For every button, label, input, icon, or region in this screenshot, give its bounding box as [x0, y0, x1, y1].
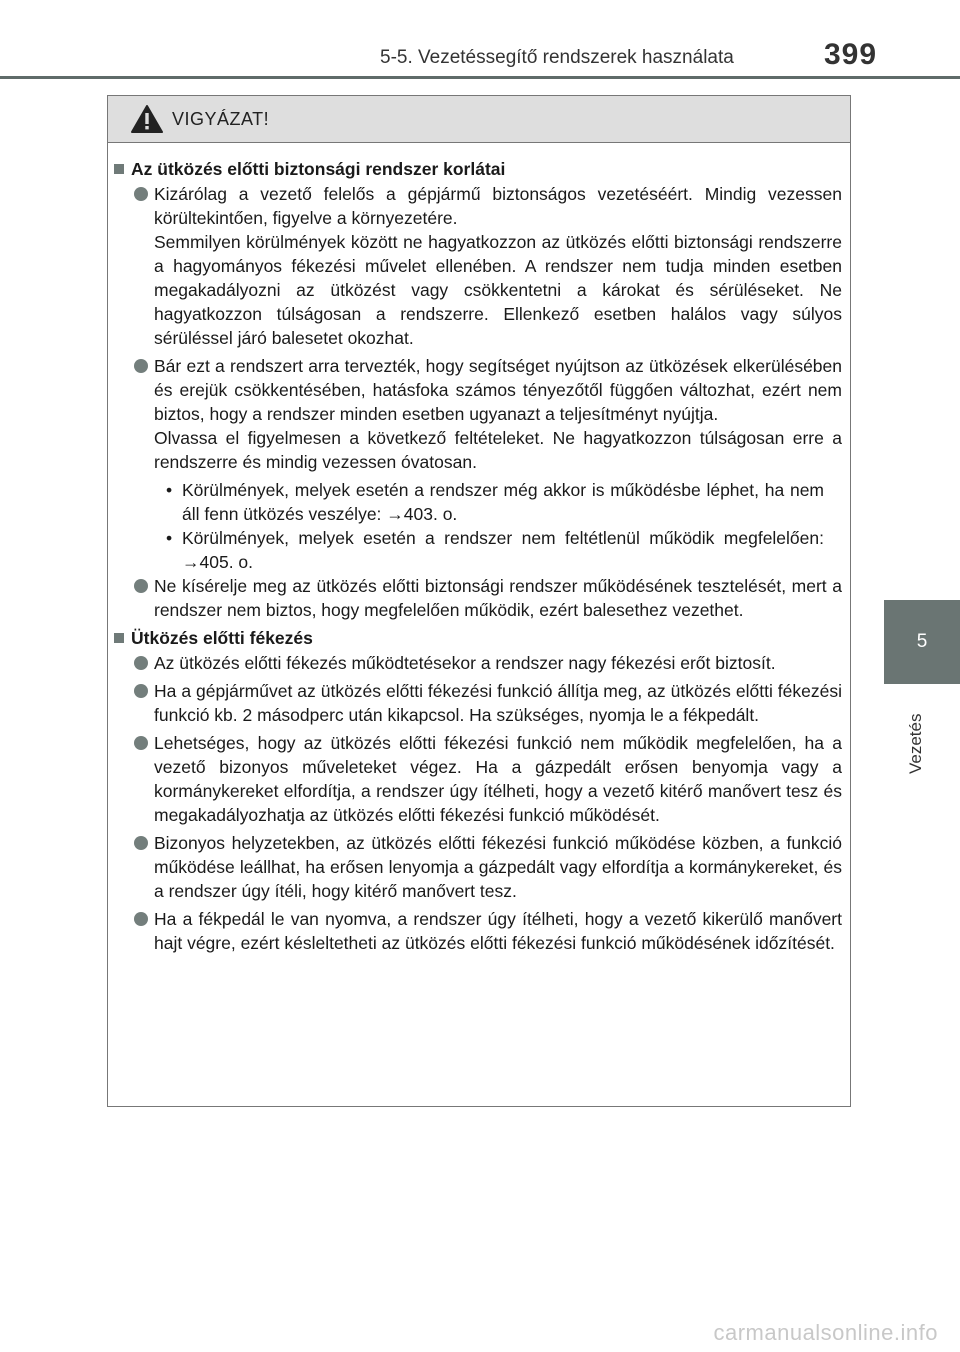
- paragraph: Kizárólag a vezető felelős a gépjármű biztonságos vezetéséért. Mindig vezessen körültekintően, figyelve a környezetére.: [154, 184, 842, 228]
- paragraph: Lehetséges, hogy az ütközés előtti fékezési funkció nem működik megfelelően, ha a vezető bizonyos műveleteket végez. Ha a gázpedált erősen benyomja vagy a kormánykereket elfordítja, a rendszer úgy ítélheti, hogy a vezető kitérő manővert tesz és megakadályozhatja az ütközés előtti fékezési funkció működését.: [154, 733, 842, 825]
- paragraph: Ha a fékpedál le van nyomva, a rendszer úgy ítélheti, hogy a vezető kikerülő manővert hajt végre, ezért késleltetheti az ütközés előtti fékezési funkció működésének időzítését.: [154, 909, 842, 953]
- circle-bullet-icon: [134, 736, 148, 750]
- circle-bullet-icon: [134, 684, 148, 698]
- paragraph: Ne kísérelje meg az ütközés előtti biztonsági rendszer működésének tesztelését, mert a rendszer nem biztos, hogy megfelelően működik, ezért balesethez vezethet.: [154, 576, 842, 620]
- section-heading-text: Ütközés előtti fékezés: [131, 628, 313, 648]
- list-item-text: [154, 731, 842, 827]
- circle-bullet-icon: [134, 912, 148, 926]
- list-item: [114, 679, 842, 727]
- sub-list-item: [166, 478, 842, 526]
- paragraph: Ha a gépjárművet az ütközés előtti fékezési funkció állítja meg, az ütközés előtti fékezési funkció kb. 2 másodperc után kikapcsol. Ha szükséges, nyomja le a fékpedált.: [154, 681, 842, 725]
- chapter-number: 5: [916, 631, 928, 652]
- list-item: [114, 182, 842, 350]
- caution-box: [107, 95, 851, 1107]
- list-item: [114, 907, 842, 955]
- square-bullet-icon: [114, 164, 124, 174]
- circle-bullet-icon: [134, 579, 148, 593]
- paragraph: Olvassa el figyelmesen a következő feltételeket. Ne hagyatkozzon túlságosan erre a rendszerre és mindig vezessen óvatosan.: [154, 428, 842, 472]
- list-item-text: [154, 574, 842, 622]
- header-rule: [0, 76, 960, 79]
- caution-content: [108, 143, 850, 955]
- list-item: [114, 731, 842, 827]
- list-item: [114, 574, 842, 622]
- section-heading-text: Az ütközés előtti biztonsági rendszer korlátai: [131, 159, 506, 179]
- list-item-text: [154, 831, 842, 903]
- paragraph: Bár ezt a rendszert arra tervezték, hogy segítséget nyújtson az ütközések elkerülésében és erejük csökkentésében, hatásfoka számos tényezőtől függően változhat, ezért nem biztos, hogy a rendszer minden esetben ugyanazt a teljesítményt nyújtja.: [154, 356, 842, 424]
- circle-bullet-icon: [134, 656, 148, 670]
- paragraph: Az ütközés előtti fékezés működtetésekor a rendszer nagy fékezési erőt biztosít.: [154, 653, 776, 673]
- chapter-tab: [884, 600, 960, 684]
- paragraph: Bizonyos helyzetekben, az ütközés előtti fékezési funkció működése közben, a funkció működése leállhat, ha erősen lenyomja a gázpedált vagy elfordítja a kormánykereket, és a rendszer úgy ítéli, hogy kitérő manővert tesz.: [154, 833, 842, 901]
- list-item-text: [154, 679, 842, 727]
- paragraph: Semmilyen körülmények között ne hagyatkozzon az ütközés előtti biztonsági rendszerre a hagyományos fékezési művelet ellenében. A rendszer nem tudja minden esetben megakadályozni az ütközést vagy csökkentetni a károkat és sérüléseket. Ne hagyatkozzon túlságosan a rendszerre. Ellenkező esetben halálos vagy súlyos sérüléssel járó balesetet okozhat.: [154, 232, 842, 348]
- caution-title: VIGYÁZAT!: [172, 108, 270, 129]
- section-heading: [114, 157, 842, 181]
- square-bullet-icon: [114, 633, 124, 643]
- sub-list-item: [166, 526, 842, 574]
- section-title: 5-5. Vezetéssegítő rendszerek használata: [380, 47, 734, 68]
- list-item-text: [154, 907, 842, 955]
- circle-bullet-icon: [134, 836, 148, 850]
- sub-list-item-text: Körülmények, melyek esetén a rendszer még akkor is működésbe léphet, ha nem áll fenn ütközés veszélye: →403. o.: [182, 480, 824, 524]
- warning-triangle-icon: [130, 104, 164, 134]
- dot-bullet-icon: •: [166, 528, 173, 548]
- dot-bullet-icon: •: [166, 480, 173, 500]
- chapter-label: Vezetés: [906, 713, 925, 774]
- list-item-text: [154, 651, 842, 675]
- page-number: 399: [824, 38, 878, 71]
- circle-bullet-icon: [134, 187, 148, 201]
- list-item: [114, 651, 842, 675]
- list-item-text: [154, 182, 842, 350]
- section-heading: [114, 626, 842, 650]
- list-item-text: [154, 354, 842, 474]
- sub-list-item-text: Körülmények, melyek esetén a rendszer nem feltétlenül működik megfelelően: →405. o.: [182, 528, 824, 572]
- circle-bullet-icon: [134, 359, 148, 373]
- list-item: [114, 354, 842, 474]
- watermark: carmanualsonline.info: [713, 1320, 938, 1345]
- list-item: [114, 831, 842, 903]
- caution-header: [108, 96, 850, 143]
